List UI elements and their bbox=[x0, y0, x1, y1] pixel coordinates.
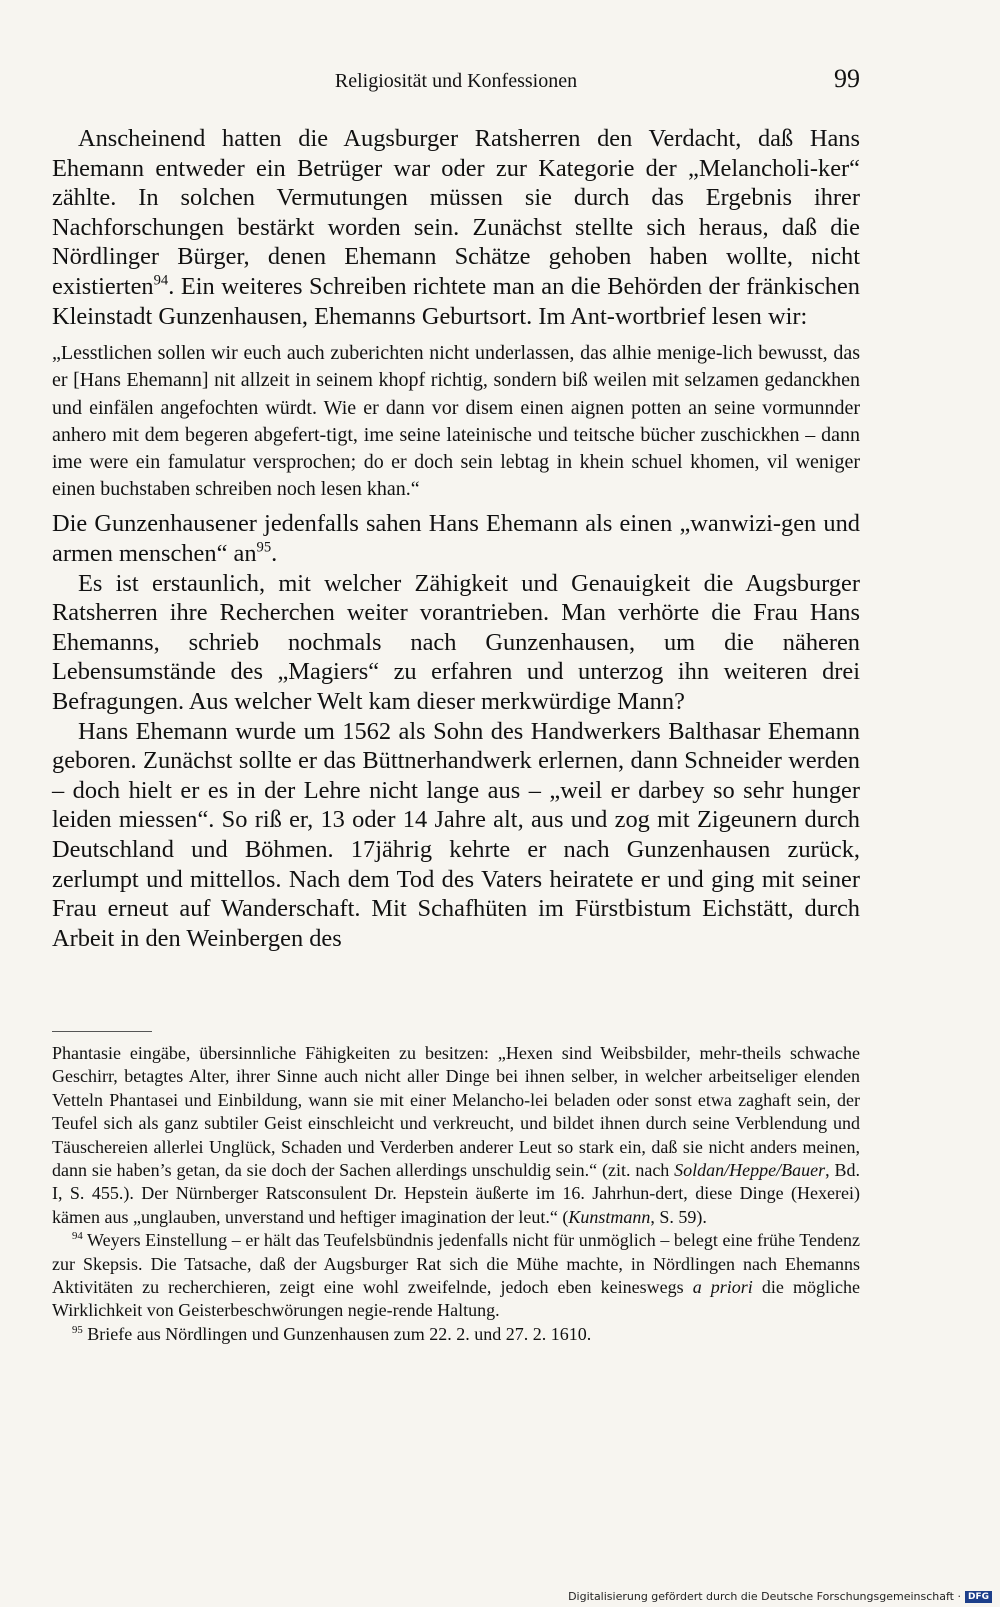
footnote-continuation-text-a: Phantasie eingäbe, übersinnliche Fähigkeiten zu besitzen: „Hexen sind Weibsbilder, mehr-theils schwache Geschirr, betagtes Alter, ihrer Sinne auch nicht aller Dinge bei ihnen selber, in welcher arbeitseliger elenden Vetteln Phantasei und Einbildung, wann sie mit einer Melancho-lei beladen oder sonst etwa zaghaft sein, der Teufel sich als ganz subtiler Geist einschleicht und verkreucht, und bildet ihnen durch seine Verblendung und Täuschereien allerlei Unglück, Schaden und Verderben anderer Leut so stark ein, daß sie nicht anders meinen, dann sie haben’s getan, da sie doch der Sachen allerdings unschuldig sein.“ (zit. nach bbox=[52, 1043, 860, 1181]
footnote-94-italic: a priori bbox=[692, 1277, 753, 1298]
page-number: 99 bbox=[834, 64, 860, 93]
footnote-continuation-text-c: , S. 59). bbox=[650, 1206, 707, 1227]
main-text bbox=[52, 124, 860, 953]
footnote-separator bbox=[52, 1031, 152, 1032]
footnote-citation-kunstmann: Kunstmann bbox=[568, 1206, 651, 1227]
footnote-ref-95: 95 bbox=[256, 539, 272, 556]
footnote-94-text-a: Weyers Einstellung – er hält das Teufelsbündnis jedenfalls nicht für unmöglich – belegt eine frühe Tendenz zur Skepsis. Die Tatsache, daß der Augsburger Rat sich die Mühe machte, in Nördlingen nach Ehemanns Aktivitäten zu recherchieren, zeigt eine wohl zweifelnde, jedoch eben keineswegs bbox=[52, 1230, 860, 1298]
footnote-ref-94: 94 bbox=[153, 272, 169, 289]
paragraph-2 bbox=[52, 509, 860, 568]
footnotes bbox=[52, 1042, 860, 1346]
footnote-95-number: 95 bbox=[72, 1323, 83, 1336]
dfg-logo: DFG bbox=[965, 1591, 992, 1603]
paragraph-2-text-a: Die Gunzenhausener jedenfalls sahen Hans Ehemann als einen „wanwizi-gen und armen menschen“ an bbox=[52, 510, 860, 567]
footnote-94-text-b: die mögliche Wirklichkeit von Geisterbeschwörungen negie-rende Haltung. bbox=[52, 1277, 860, 1321]
footnote-94-number: 94 bbox=[72, 1230, 83, 1243]
block-quote: „Lesstlichen sollen wir euch auch zuberichten nicht underlassen, das alhie menige-lich bewusst, das er [Hans Ehemann] nit allzeit in seinem khopf richtig, sondern biß weilen mit selzamen gedanckhen und einfälen angefochten würdt. Wie er dann vor disem einen aignen potten an seine vormunnder anhero mit dem begeren abgefert-tigt, ime seine lateinische und teitsche bücher zuschickhen – dann ime were ein famulatur versprochen; do er doch sein lebtag in khein schuel khomen, vil weniger einen buchstaben schreiben noch lesen khan.“ bbox=[52, 342, 860, 501]
paragraph-3: Es ist erstaunlich, mit welcher Zähigkeit und Genauigkeit die Augsburger Ratsherren ihre Recherchen weiter vorantrieben. Man verhörte die Frau Hans Ehemanns, schrieb nochmals nach Gunzenhausen, um die näheren Lebensumstände des „Magiers“ zu erfahren und unterzog ihn weiteren drei Befragungen. Aus welcher Welt kam dieser merkwürdige Mann? bbox=[52, 569, 860, 715]
footnote-continuation-text-b: , Bd. I, S. 455.). Der Nürnberger Ratsconsulent Dr. Hepstein äußerte im 16. Jahrhun-dert, diese Dinge (Hexerei) kämen aus „unglauben, unverstand und heftiger imagination der leut.“ ( bbox=[52, 1160, 860, 1227]
page-header bbox=[52, 64, 860, 98]
digitization-notice-text: Digitalisierung gefördert durch die Deutsche Forschungsgemeinschaft · bbox=[568, 1590, 961, 1603]
paragraph-1-text-b: . Ein weiteres Schreiben richtete man an die Behörden der fränkischen Kleinstadt Gunzenhausen, Ehemanns Geburtsort. Im Ant-wortbrief lesen wir: bbox=[52, 272, 860, 330]
paragraph-4: Hans Ehemann wurde um 1562 als Sohn des Handwerkers Balthasar Ehemann geboren. Zunächst sollte er das Büttnerhandwerk erlernen, dann Schneider werden – doch hielt er es in der Lehre nicht lange aus – „weil er darbey so sehr hunger leiden miessen“. So riß er, 13 oder 14 Jahre alt, aus und zog mit Zigeunern durch Deutschland und Böhmen. 17jährig kehrte er nach Gunzenhausen zurück, zerlumpt und mittellos. Nach dem Tod des Vaters heiratete er und ging mit seiner Frau erneut auf Wanderschaft. Mit Schafhüten im Fürstbistum Eichstätt, durch Arbeit in den Weinbergen des bbox=[52, 717, 860, 952]
paragraph-1 bbox=[52, 124, 860, 331]
footnote-continuation bbox=[52, 1042, 860, 1229]
paragraph-2-text-b: . bbox=[271, 539, 278, 567]
running-head: Religiosität und Konfessionen bbox=[334, 70, 578, 92]
footnote-94 bbox=[52, 1229, 860, 1323]
footnote-95-text: Briefe aus Nördlingen und Gunzenhausen zum 22. 2. und 27. 2. 1610. bbox=[82, 1323, 592, 1344]
paragraph-1-text-a: Anscheinend hatten die Augsburger Ratsherren den Verdacht, daß Hans Ehemann entweder ein Betrüger war oder zur Kategorie der „Melancholi-ker“ zählte. In solchen Vermutungen müssen sie durch das Ergebnis ihrer Nachforschungen bestärkt worden sein. Zunächst stellte sich heraus, daß die Nördlinger Bürger, denen Ehemann Schätze gehoben haben wollte, nicht existierten bbox=[52, 125, 860, 300]
digitization-notice bbox=[568, 1590, 992, 1603]
footnote-95 bbox=[52, 1323, 860, 1346]
footnote-citation-soldan: Soldan/Heppe/Bauer bbox=[674, 1160, 826, 1181]
